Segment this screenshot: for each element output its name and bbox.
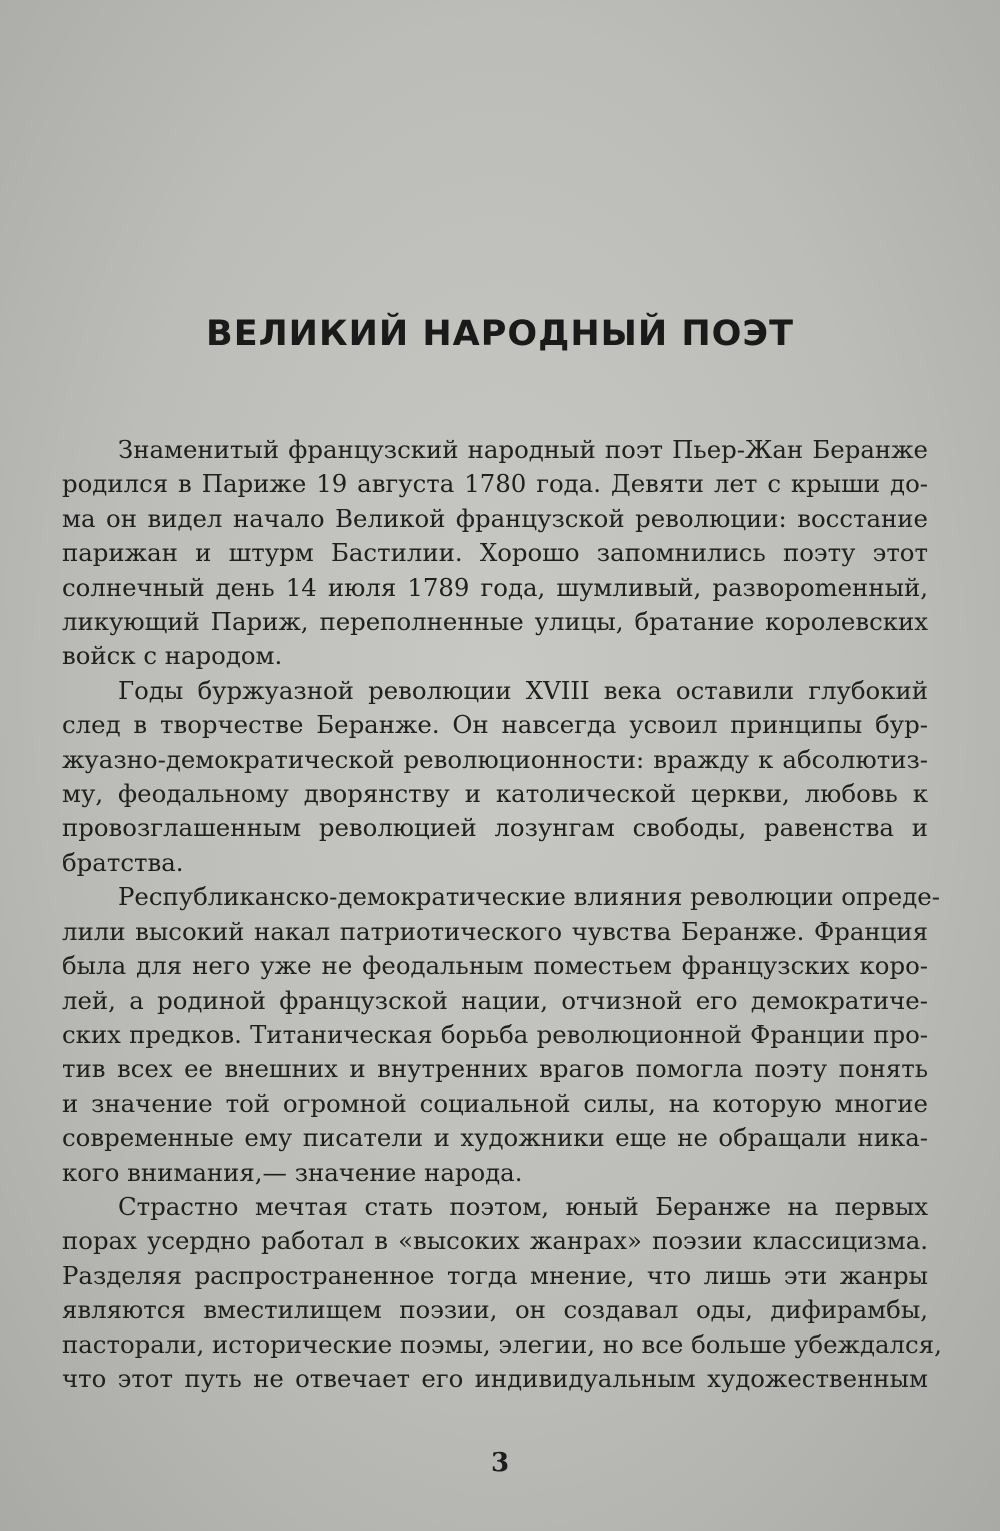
text-line: Страстно мечтая стать поэтом, юный Беранже на первых <box>118 1191 928 1221</box>
text-line: ских предков. Титаническая борьба революционной Франции про- <box>62 1019 928 1049</box>
text-line: солнечный день 14 июля 1789 года, шумливый, развороmенный, <box>62 572 928 602</box>
text-line: му, феодальному дворянству и католической церкви, любовь к <box>62 779 928 809</box>
text-line: Разделяя распространенное тогда мнение, что лишь эти жанры <box>62 1260 928 1290</box>
text-line: след в творчестве Беранже. Он навсегда усвоил принципы бур- <box>62 710 928 740</box>
text-line: провозглашенным революцией лозунгам свободы, равенства и <box>62 813 928 843</box>
text-line: кого внимания,— значение народа. <box>62 1157 523 1187</box>
chapter-title: ВЕЛИКИЙ НАРОДНЫЙ ПОЭТ <box>206 314 794 354</box>
text-line: что этот путь не отвечает его индивидуальным художественным <box>62 1363 928 1393</box>
text-line: Годы буржуазной революции XVIII века оставили глубокий <box>118 675 928 705</box>
text-line: ма он видел начало Великой французской революции: восстание <box>62 503 928 533</box>
page-number: 3 <box>490 1448 510 1478</box>
text-line: войск с народом. <box>62 641 283 671</box>
paragraph-2 <box>62 674 928 880</box>
text-line: жуазно-демократической революционности: вражду к абсолютиз- <box>62 744 928 774</box>
body-text <box>62 433 942 1396</box>
text-line: Республиканско-демократические влияния революции опреде- <box>118 882 940 912</box>
text-line: являются вместилищем поэзии, он создавал оды, дифирамбы, <box>62 1295 928 1325</box>
text-line: ликующий Париж, переполненные улицы, братание королевских <box>62 607 928 637</box>
text-line: братства. <box>62 847 184 877</box>
paragraph-3 <box>62 880 940 1190</box>
text-line: лей, а родиной французской нации, отчизной его демократиче- <box>62 985 928 1015</box>
text-line: и значение той огромной социальной силы, на которую многие <box>62 1088 928 1118</box>
text-line: тив всех ее внешних и внутренних врагов помогла поэту понять <box>62 1054 928 1084</box>
paragraph-1 <box>62 433 928 674</box>
text-line: современные ему писатели и художники еще не обращали ника- <box>62 1123 928 1153</box>
text-line: лили высокий накал патриотического чувства Беранже. Франция <box>62 916 928 946</box>
text-line: родился в Париже 19 августа 1780 года. Девяти лет с крыши до- <box>62 469 928 499</box>
text-line: была для него уже не феодальным поместьем французских коро- <box>62 951 928 981</box>
text-line: парижан и штурм Бастилии. Хорошо запомнились поэту этот <box>62 538 928 568</box>
paragraph-4 <box>62 1190 942 1396</box>
text-line: пасторали, исторические поэмы, элегии, но все больше убеждался, <box>62 1329 942 1359</box>
text-line: Знаменитый французский народный поэт Пьер-Жан Беранже <box>118 435 928 464</box>
text-line: порах усердно работал в «высоких жанрах» поэзии классицизма. <box>62 1226 928 1256</box>
